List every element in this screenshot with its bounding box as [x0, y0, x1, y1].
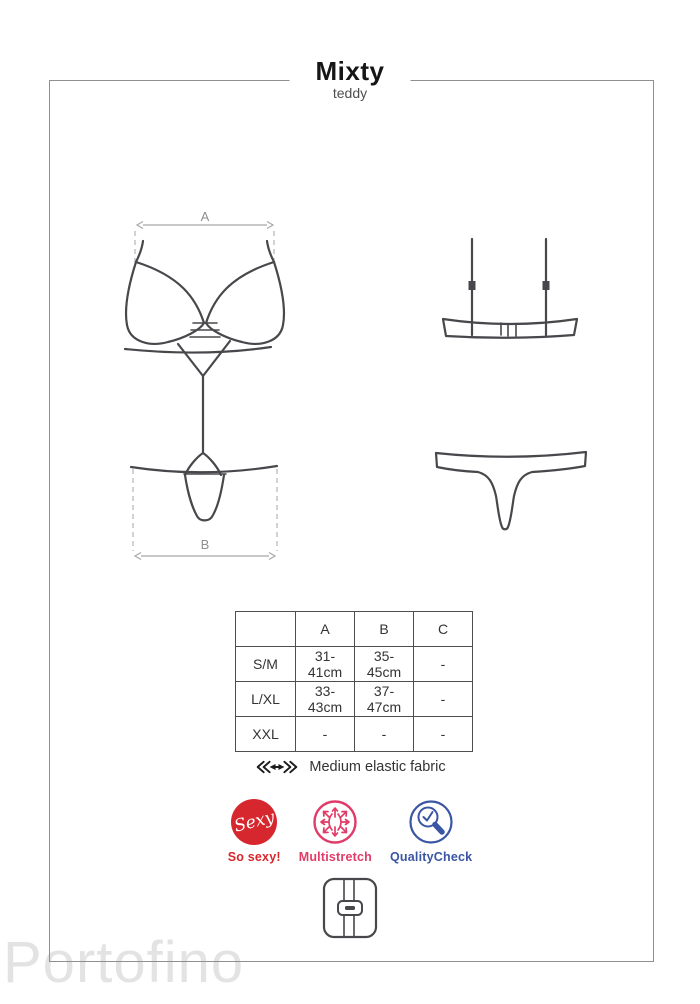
size-table [235, 611, 473, 752]
thong-back-diagram [436, 450, 586, 535]
multistretch-icon [312, 799, 358, 845]
table-row [236, 717, 473, 752]
measure-b-label: B [200, 537, 210, 552]
table-cell: - [414, 647, 473, 682]
table-cell: 33-43cm [296, 682, 355, 717]
elastic-arrow-icon [254, 759, 300, 775]
table-cell: - [414, 682, 473, 717]
teddy-front-diagram [100, 195, 320, 575]
badge-so-sexy [228, 799, 281, 864]
fabric-note-label: Medium elastic fabric [309, 759, 446, 775]
badge-label: Multistretch [298, 850, 372, 864]
watermark: Portofino [3, 930, 245, 995]
size-table-corner [236, 612, 296, 647]
strap-slider-icon [543, 281, 550, 290]
sexy-badge-icon [231, 799, 277, 845]
badge-multistretch [299, 799, 372, 864]
col-header-c: C [414, 612, 473, 647]
table-cell: 31-41cm [296, 647, 355, 682]
badge-label: So sexy! [227, 850, 281, 864]
quality-check-icon [408, 799, 454, 845]
table-cell: 35-45cm [355, 647, 414, 682]
col-header-a: A [296, 612, 355, 647]
fabric-note [0, 759, 700, 775]
col-header-b: B [355, 612, 414, 647]
row-label: S/M [236, 647, 296, 682]
gift-box-icon [322, 877, 378, 939]
sexy-badge-text: Sexy [231, 807, 277, 837]
row-label: XXL [236, 717, 296, 752]
product-title [290, 57, 411, 101]
size-table-header-row [236, 612, 473, 647]
product-subtitle: teddy [332, 85, 368, 101]
row-label: L/XL [236, 682, 296, 717]
measure-a-label: A [200, 209, 210, 224]
table-cell: 37-47cm [355, 682, 414, 717]
badge-label: QualityCheck [389, 850, 473, 864]
table-cell: - [414, 717, 473, 752]
table-cell: - [355, 717, 414, 752]
strap-slider-icon [469, 281, 476, 290]
product-name: Mixty [315, 56, 385, 86]
table-row [236, 647, 473, 682]
bra-back-diagram [440, 235, 580, 345]
table-row [236, 682, 473, 717]
badge-quality-check [390, 799, 472, 864]
feature-badges [0, 799, 700, 864]
table-cell: - [296, 717, 355, 752]
